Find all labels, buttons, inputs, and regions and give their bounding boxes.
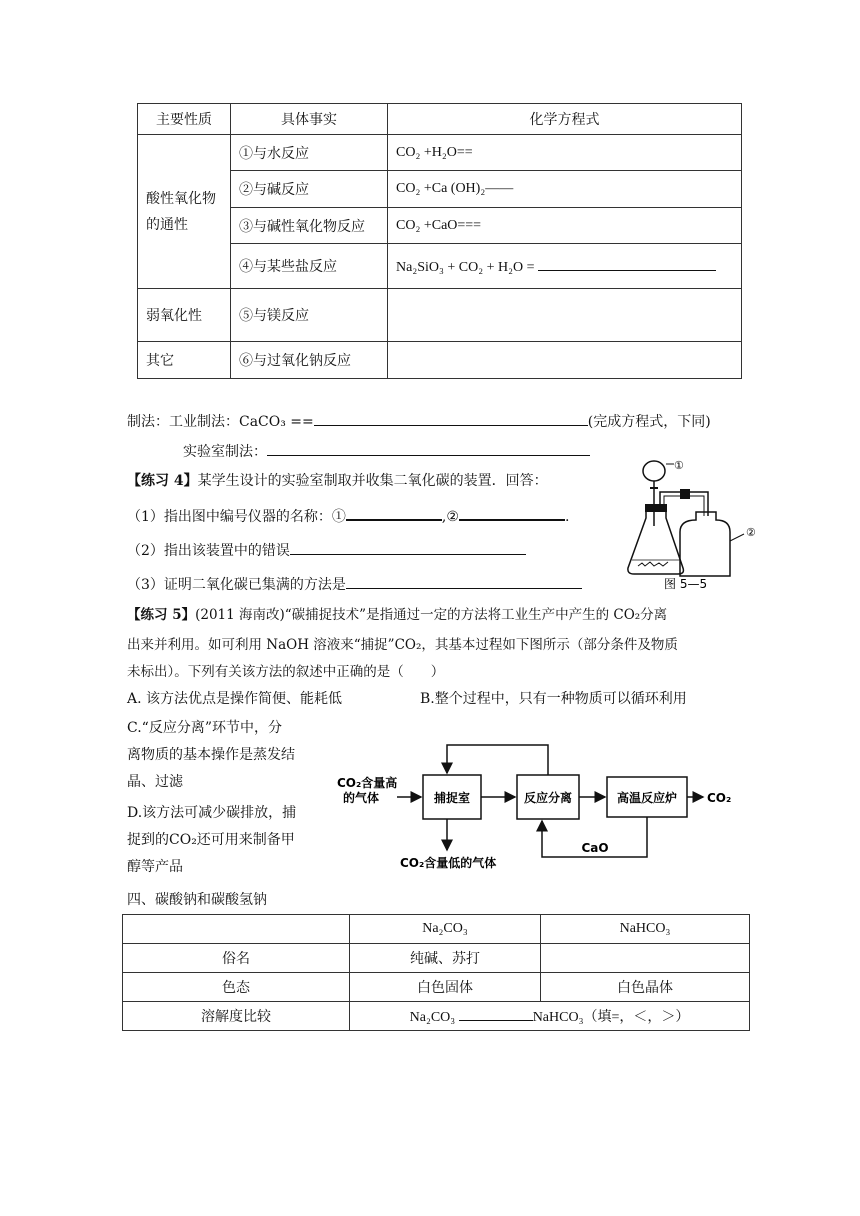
t2-header-na2co3: Na₂CO₃: [350, 915, 541, 944]
input-gas-label-2: 的气体: [343, 791, 380, 805]
ex5-line2: 出来并利用。如可利用 NaOH 溶液来“捕捉”CO₂，其基本过程如下图所示（部分条件及物质: [127, 637, 678, 653]
t2-solubility-label: 溶解度比较: [123, 1002, 350, 1031]
co2-properties-table: [137, 103, 742, 379]
furnace-label: 高温反应炉: [616, 791, 678, 805]
t2-solubility-blank[interactable]: [459, 1006, 533, 1021]
capture-chamber-label: 捕捉室: [433, 791, 471, 805]
prep-note: (完成方程式，下同): [587, 414, 711, 430]
prop-other: 其它: [138, 342, 231, 379]
eq-water[interactable]: CO₂ +H₂O==: [388, 135, 742, 171]
prop-weak-oxidizing: 弱氧化性: [138, 289, 231, 342]
output-co2-label: CO₂: [707, 791, 732, 805]
t2-appearance-nahco3: 白色晶体: [541, 973, 750, 1002]
ex4-q3-blank[interactable]: [346, 574, 582, 589]
prep-lab: 实验室制法：: [183, 444, 267, 460]
label-2: ②: [746, 526, 756, 539]
prep-lab-blank[interactable]: [267, 441, 590, 456]
eq-salt-blank[interactable]: [538, 256, 716, 271]
ex4-q1-end: .: [564, 509, 570, 525]
recycle-loop-top: [447, 745, 548, 775]
ex4-q2-text: （2）指出该装置中的错误: [127, 543, 290, 559]
apparatus-figure: [620, 456, 780, 591]
input-gas-label-1: CO₂含量高: [337, 776, 398, 790]
fact-basic-oxide: ③与碱性氧化物反应: [231, 208, 388, 244]
eq-salt-cell: [388, 244, 742, 289]
ex4-q2: [127, 540, 526, 561]
t2-solubility-b: NaHCO₃（填=，＜，＞）: [532, 1010, 690, 1025]
ex4-q1-blank2[interactable]: [459, 505, 565, 521]
t2-appearance-na2co3: 白色固体: [350, 973, 541, 1002]
prep-label: 制法：: [127, 414, 169, 430]
ex5-option-d-2: 捉到的CO₂还可用来制备甲: [127, 832, 295, 848]
t2-common-name-na2co3: 纯碱、苏打: [350, 944, 541, 973]
ex5-option-d: [127, 800, 296, 881]
ex4-q1-sep: ,②: [441, 509, 459, 525]
eq-base[interactable]: CO₂ +Ca (OH)₂——: [388, 171, 742, 208]
fact-salt: ④与某些盐反应: [231, 244, 388, 289]
t2-solubility-a: Na₂CO₃: [409, 1010, 456, 1025]
header-property: 主要性质: [138, 104, 231, 135]
funnel-bulb: [643, 461, 665, 481]
fact-peroxide: ⑥与过氧化钠反应: [231, 342, 388, 379]
ex4-text: 某学生设计的实验室制取并收集二氧化碳的装置．回答：: [197, 473, 548, 489]
header-fact: 具体事实: [231, 104, 388, 135]
flask-stopper: [645, 504, 667, 512]
conical-flask: [628, 508, 684, 574]
ex5-line1-text: (2011 海南改)“碳捕捉技术”是指通过一定的方法将工业生产中产生的 CO₂分离: [195, 607, 668, 623]
t2-common-name-label: 俗名: [123, 944, 350, 973]
ex5-line3: 未标出）。下列有关该方法的叙述中正确的是（ ）: [127, 664, 445, 680]
ex5-option-c-3: 晶、过滤: [127, 774, 183, 790]
ex5-option-b: B.整个过程中，只有一种物质可以循环利用: [420, 691, 687, 707]
ex4-q3: [127, 574, 582, 595]
t2-solubility-cell: [350, 1002, 750, 1031]
prep-industrial-line: [127, 411, 711, 432]
ex5-title: 【练习 5】: [127, 607, 196, 623]
prep-lab-line: [183, 441, 590, 462]
fact-magnesium: ⑤与镁反应: [231, 289, 388, 342]
fact-water: ①与水反应: [231, 135, 388, 171]
section4-title: 四、碳酸钠和碳酸氢钠: [127, 892, 267, 908]
ex4-q1-text: （1）指出图中编号仪器的名称：①: [127, 509, 346, 525]
ex5-line1: [127, 605, 667, 625]
t2-header-blank: [123, 915, 350, 944]
carbon-capture-diagram: [335, 735, 735, 875]
acidic-oxide-cell: 酸性氧化物的通性: [138, 135, 231, 289]
ex4-q3-text: （3）证明二氧化碳已集满的方法是: [127, 577, 346, 593]
ex5-option-d-3: 醇等产品: [127, 859, 183, 875]
ex5-option-c-2: 离物质的基本操作是蒸发结: [127, 747, 295, 763]
prep-industrial-blank[interactable]: [314, 411, 588, 426]
header-equation: 化学方程式: [388, 104, 742, 135]
label-1: ①: [674, 459, 684, 472]
low-co2-gas-label: CO₂含量低的气体: [400, 856, 497, 870]
cao-label: CaO: [581, 841, 609, 855]
ex5-option-c: [127, 715, 295, 796]
gas-bottle: [680, 512, 730, 576]
ex5-option-c-1: C.“反应分离”环节中，分: [127, 720, 282, 736]
carbonate-table: [122, 914, 750, 1031]
ex4-q2-blank[interactable]: [290, 540, 526, 555]
ex5-option-d-1: D.该方法可减少碳排放，捕: [127, 805, 297, 821]
fact-base: ②与碱反应: [231, 171, 388, 208]
t2-appearance-label: 色态: [123, 973, 350, 1002]
eq-magnesium[interactable]: [388, 289, 742, 342]
ex4-q1: [127, 505, 569, 527]
ex4-title: 【练习 4】: [127, 473, 198, 489]
prep-industrial: 工业制法：CaCO₃ ==: [169, 414, 314, 430]
figure-caption: 图 5—5: [664, 577, 708, 591]
eq-basic-oxide[interactable]: CO₂ +CaO===: [388, 208, 742, 244]
eq-salt: Na₂SiO₃ + CO₂ + H₂O =: [396, 260, 535, 275]
ex5-option-a: A. 该方法优点是操作简便、能耗低: [127, 691, 343, 707]
ex4-q1-blank1[interactable]: [346, 505, 442, 521]
ex4-intro: [127, 471, 548, 491]
t2-header-nahco3: NaHCO₃: [541, 915, 750, 944]
reaction-separation-label: 反应分离: [523, 791, 573, 805]
eq-peroxide[interactable]: [388, 342, 742, 379]
t2-common-name-nahco3[interactable]: [541, 944, 750, 973]
